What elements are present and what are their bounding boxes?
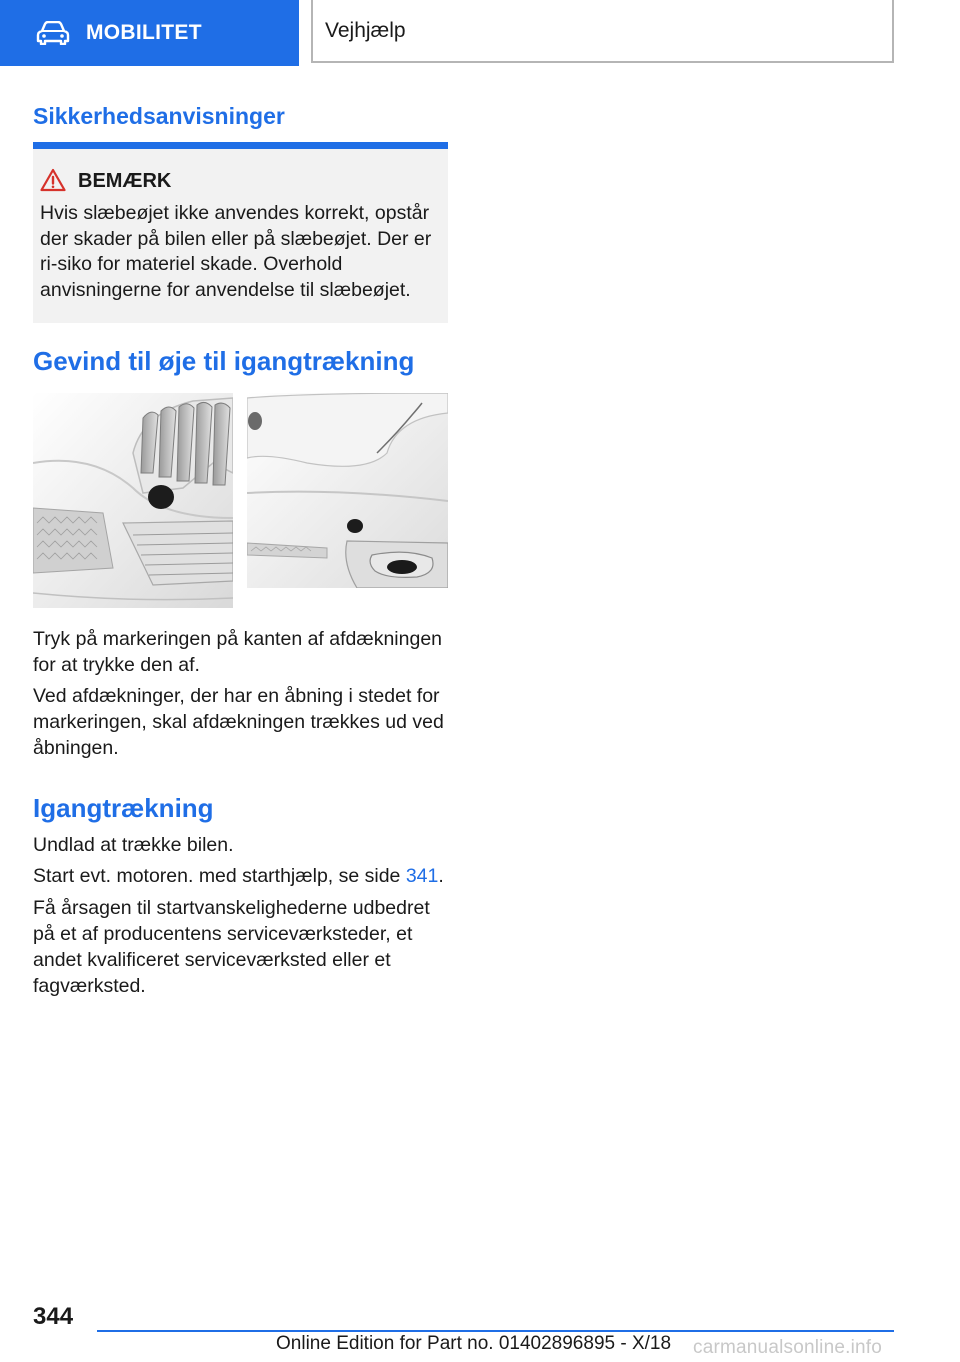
towing-paragraph-2-end: . (438, 865, 444, 887)
notice-accent-bar (33, 142, 448, 149)
front-bumper-illustration (33, 393, 233, 608)
towing-paragraph-1: Undlad at trække bilen. (33, 834, 234, 856)
chapter-tab (311, 0, 894, 63)
section-tab (0, 0, 299, 66)
towing-paragraph-2 (33, 863, 448, 889)
car-icon (36, 21, 70, 45)
towing-paragraph-3: Få årsagen til startvanskelighederne udbedret på et af producentens serviceværksteder, et andet kvalificeret serviceværksted eller et fagværksted. (33, 897, 430, 997)
safety-heading: Sikkerhedsanvisninger (33, 103, 285, 129)
watermark: carmanualsonline.info (693, 1337, 883, 1358)
notice-text: Hvis slæbeøjet ikke anvendes korrekt, opstår der skader på bilen eller på slæbeøjet. Der er ri-siko for materiel skade. Overhold anvisningerne for anvendelse til slæbeøjet. (40, 202, 432, 302)
chapter-label: Vejhjælp (325, 18, 406, 42)
towing-heading: Igangtrækning (33, 793, 214, 823)
notice-title: BEMÆRK (78, 170, 172, 192)
page-number: 344 (33, 1303, 74, 1330)
footer-rule (97, 1330, 894, 1332)
section-label: MOBILITET (86, 21, 202, 44)
edition-text: Online Edition for Part no. 01402896895 - X/18 (276, 1333, 672, 1354)
warning-triangle-icon (40, 168, 66, 192)
page-link-341[interactable]: 341 (405, 865, 439, 887)
towing-paragraph-2-text: Start evt. motoren. med starthjælp, se side (33, 865, 406, 887)
thread-paragraph-1: Tryk på markeringen på kanten af afdækningen for at trykke den af. (33, 628, 443, 676)
thread-paragraph-2: Ved afdækninger, der har en åbning i stedet for markeringen, skal afdækningen trækkes ud ved åbningen. (33, 685, 444, 759)
thread-heading: Gevind til øje til igangtrækning (33, 346, 415, 376)
rear-bumper-illustration (247, 393, 448, 588)
